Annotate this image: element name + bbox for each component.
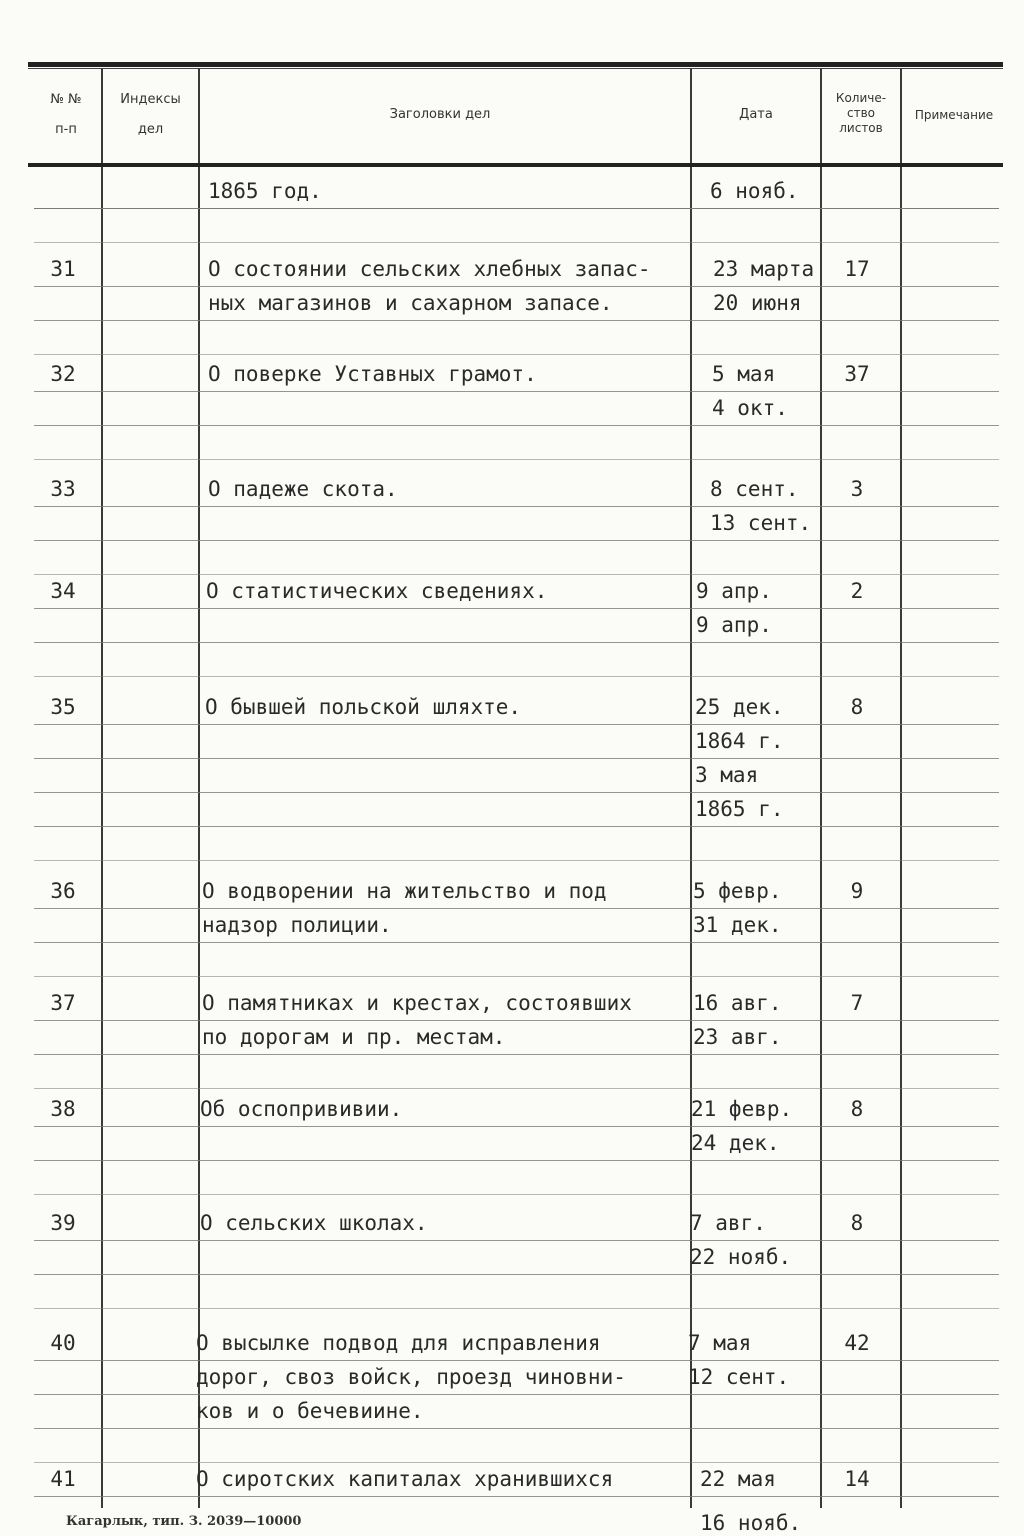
entry-date: 31 дек. <box>693 913 782 937</box>
row-rule <box>34 1428 999 1429</box>
entry-number: 36 <box>50 879 76 903</box>
header-date: Дата <box>739 107 773 122</box>
header-index-line2: дел <box>137 122 164 137</box>
row-rule <box>34 242 999 243</box>
entry-sheet-count: 2 <box>850 579 864 603</box>
entry-number: 37 <box>50 991 76 1015</box>
row-rule <box>34 1308 999 1309</box>
row-rule <box>34 320 999 321</box>
entry-number: 39 <box>50 1211 76 1235</box>
row-rule <box>34 1126 999 1127</box>
entry-date: 1865 г. <box>695 797 784 821</box>
top-rule <box>28 62 1003 67</box>
entry-title-line: О памятниках и крестах, состоявших <box>202 991 632 1015</box>
row-rule <box>34 976 999 977</box>
row-rule <box>34 286 999 287</box>
entry-date: 25 дек. <box>695 695 784 719</box>
header-bottom-rule <box>28 163 1003 167</box>
entry-title-line: О сиротских капиталах хранившихся <box>196 1467 614 1491</box>
header-count-line3: листов <box>839 121 883 135</box>
header-num-line2: п-п <box>55 122 77 137</box>
entry-title-line: О падеже скота. <box>208 477 398 501</box>
entry-sheet-count: 3 <box>850 477 864 501</box>
entry-sheet-count: 42 <box>844 1331 870 1355</box>
header-index <box>103 92 198 138</box>
header-num <box>30 92 102 138</box>
print-imprint: Кагарлык, тип. З. 2039—10000 <box>66 1514 302 1529</box>
entry-date: 7 авг. <box>690 1211 766 1235</box>
entry-date: 24 дек. <box>691 1131 780 1155</box>
col-divider-5 <box>900 68 902 1508</box>
row-rule <box>34 1160 999 1161</box>
entry-sheet-count: 17 <box>844 257 870 281</box>
row-rule <box>34 792 999 793</box>
entry-title-line: О состоянии сельских хлебных запас- <box>208 257 651 281</box>
row-rule <box>34 642 999 643</box>
top-rule-thin <box>28 68 1003 69</box>
row-rule <box>34 676 999 677</box>
entry-date: 1864 г. <box>695 729 784 753</box>
entry-date: 21 февр. <box>691 1097 793 1121</box>
entry-date: 22 нояб. <box>690 1245 792 1269</box>
header-titles: Заголовки дел <box>389 107 491 122</box>
row-rule <box>34 540 999 541</box>
entry-date: 5 февр. <box>693 879 782 903</box>
entry-date: 8 сент. <box>710 477 799 501</box>
entry-number: 33 <box>50 477 76 501</box>
header-note: Примечание <box>914 108 994 122</box>
row-rule <box>34 826 999 827</box>
entry-number: 32 <box>50 362 76 386</box>
entry-41-date-2: 16 нояб. <box>700 1511 802 1535</box>
entry-date: 4 окт. <box>712 396 788 420</box>
header-count-line1: Количе- <box>835 91 887 105</box>
entry-number: 34 <box>50 579 76 603</box>
col-divider-4 <box>820 68 822 1508</box>
entry-sheet-count: 8 <box>850 695 864 719</box>
entry-date: 23 марта <box>713 257 815 281</box>
entry-date: 5 мая <box>712 362 776 386</box>
row-rule <box>34 459 999 460</box>
row-rule <box>34 1194 999 1195</box>
entry-date: 20 июня <box>713 291 802 315</box>
header-num-line1: № № <box>50 92 82 107</box>
entry-date: 22 мая <box>700 1467 776 1491</box>
entry-date: 7 мая <box>688 1331 752 1355</box>
entry-title-line: О водворении на жительство и под <box>202 879 607 903</box>
row-rule <box>34 724 999 725</box>
header-index-line1: Индексы <box>120 92 181 107</box>
entry-title-line: О поверке Уставных грамот. <box>208 362 537 386</box>
row-rule <box>34 1462 999 1463</box>
entry-title-line: по дорогам и пр. местам. <box>202 1025 506 1049</box>
row-rule <box>34 1274 999 1275</box>
entry-title-line: О бывшей польской шляхте. <box>205 695 522 719</box>
row-rule <box>34 1394 999 1395</box>
entry-number: 41 <box>50 1467 76 1491</box>
year-heading-title: 1865 год. <box>208 179 322 203</box>
entry-date: 16 авг. <box>693 991 782 1015</box>
row-rule <box>34 608 999 609</box>
entry-number: 31 <box>50 257 76 281</box>
row-rule <box>34 942 999 943</box>
entry-title-line: Об оспопрививии. <box>200 1097 403 1121</box>
col-divider-2 <box>198 68 200 1508</box>
entry-title-line: О сельских школах. <box>200 1211 428 1235</box>
row-rule <box>34 354 999 355</box>
entry-sheet-count: 14 <box>844 1467 870 1491</box>
row-rule <box>34 1020 999 1021</box>
entry-sheet-count: 8 <box>850 1097 864 1121</box>
entry-number: 38 <box>50 1097 76 1121</box>
entry-date: 9 апр. <box>696 613 772 637</box>
entry-number: 40 <box>50 1331 76 1355</box>
header-count <box>822 91 900 136</box>
row-rule <box>34 758 999 759</box>
entry-date: 13 сент. <box>710 511 812 535</box>
col-divider-3 <box>690 68 692 1508</box>
entry-title-line: надзор полиции. <box>202 913 392 937</box>
entry-number: 35 <box>50 695 76 719</box>
col-divider-1 <box>101 68 103 1508</box>
row-rule <box>34 1088 999 1089</box>
entry-date: 3 мая <box>695 763 759 787</box>
year-heading-date: 6 нояб. <box>710 179 799 203</box>
entry-sheet-count: 9 <box>850 879 864 903</box>
row-rule <box>34 908 999 909</box>
entry-sheet-count: 7 <box>850 991 864 1015</box>
entry-title-line: ков и о бечевиине. <box>196 1399 424 1423</box>
entry-title-line: ных магазинов и сахарном запасе. <box>208 291 613 315</box>
entry-title-line: дорог, своз войск, проезд чиновни- <box>196 1365 626 1389</box>
row-rule <box>34 506 999 507</box>
entry-title-line: О статистических сведениях. <box>206 579 548 603</box>
row-rule <box>34 1054 999 1055</box>
entry-title-line: О высылке подвод для исправления <box>196 1331 601 1355</box>
header-count-line2: ство <box>846 106 875 120</box>
row-rule <box>34 425 999 426</box>
row-rule <box>34 391 999 392</box>
row-rule <box>34 1240 999 1241</box>
row-rule <box>34 860 999 861</box>
row-rule <box>34 1360 999 1361</box>
row-rule <box>34 574 999 575</box>
entry-date: 9 апр. <box>696 579 772 603</box>
entry-date: 12 сент. <box>688 1365 790 1389</box>
entry-sheet-count: 8 <box>850 1211 864 1235</box>
row-rule <box>34 1496 999 1497</box>
entry-sheet-count: 37 <box>844 362 870 386</box>
row-rule <box>34 208 999 209</box>
entry-date: 23 авг. <box>693 1025 782 1049</box>
